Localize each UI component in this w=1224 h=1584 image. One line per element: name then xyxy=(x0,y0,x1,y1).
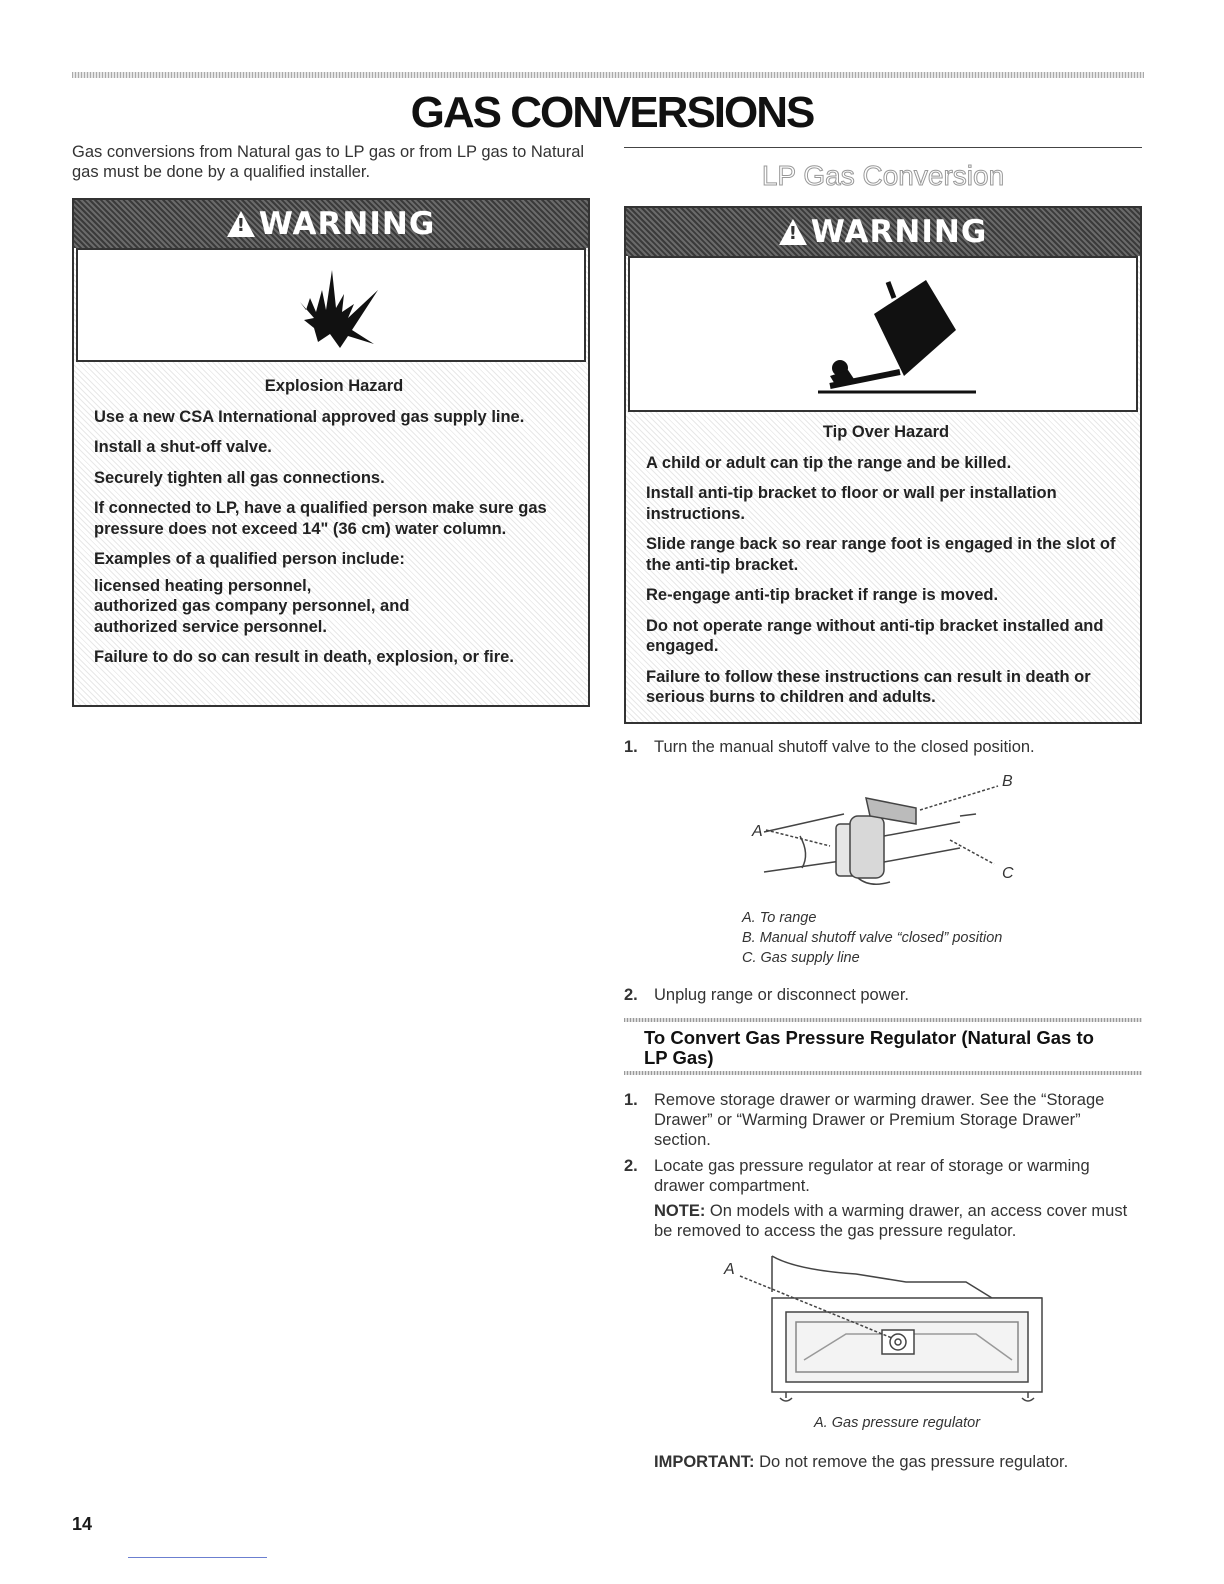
important-body: Do not remove the gas pressure regulator. xyxy=(754,1453,1069,1471)
hazard-title: Tip Over Hazard xyxy=(822,423,950,441)
subsection-title: To Convert Gas Pressure Regulator (Natural Gas to LP Gas) xyxy=(644,1027,1094,1068)
caption-line: C. Gas supply line xyxy=(742,950,860,966)
tip-over-image-panel xyxy=(628,256,1138,412)
warning-label: WARNING xyxy=(810,214,988,250)
dotted-rule xyxy=(624,1071,1142,1075)
page-number: 14 xyxy=(72,1514,93,1534)
page-title: GAS CONVERSIONS xyxy=(410,88,814,137)
step-number: 2. xyxy=(624,986,638,1004)
warning-line: Slide range back so rear range foot is engaged in the slot of the anti-tip bracket. xyxy=(646,535,1116,574)
step-text: Locate gas pressure regulator at rear of storage or warming drawer compartment. xyxy=(654,1157,1090,1195)
caption-line: A. To range xyxy=(742,910,817,926)
intro-text: Gas conversions from Natural gas to LP gas or from LP gas to Natural gas must be done by a qualified installer. xyxy=(72,143,585,181)
warning-triangle-icon xyxy=(779,219,807,245)
warning-line: Securely tighten all gas connections. xyxy=(94,468,385,487)
warning-line: Failure to do so can result in death, explosion, or fire. xyxy=(94,648,514,666)
explosion-warning-box xyxy=(72,198,590,707)
note-text xyxy=(654,1201,1142,1241)
tip-over-icon xyxy=(630,258,1136,410)
explosion-icon xyxy=(78,250,584,360)
step-text: Unplug range or disconnect power. xyxy=(654,986,909,1004)
warning-line: Install anti-tip bracket to floor or wall per installation instructions. xyxy=(646,484,1057,523)
explosion-image-panel xyxy=(76,248,586,362)
top-rule xyxy=(72,72,1144,78)
step-number: 1. xyxy=(624,1091,638,1109)
note-label: NOTE: xyxy=(654,1202,706,1220)
subsection-heading xyxy=(624,1018,1142,1074)
warning-line: A child or adult can tip the range and be killed. xyxy=(646,453,1012,472)
callout-label: B xyxy=(1002,773,1013,790)
step-item xyxy=(624,1090,1142,1154)
important-label: IMPORTANT: xyxy=(654,1453,755,1471)
warning-triangle-icon xyxy=(227,211,255,237)
valve-diagram xyxy=(740,764,1040,898)
warning-line: If connected to LP, have a qualified person make sure gas pressure does not exceed 14" (36 cm) water column. xyxy=(94,499,547,538)
warning-header xyxy=(74,200,588,248)
hazard-title: Explosion Hazard xyxy=(264,377,404,395)
footer-rule xyxy=(128,1557,267,1558)
note-body: On models with a warming drawer, an access cover must be removed to access the gas pressure regulator. xyxy=(654,1202,1128,1240)
warning-line: authorized gas company personnel, and xyxy=(94,597,410,615)
warning-line: Failure to follow these instructions can result in death or serious burns to children and adults. xyxy=(646,667,1091,706)
warning-line: licensed heating personnel, xyxy=(94,576,312,595)
callout-label: A xyxy=(752,823,763,840)
step-number: 1. xyxy=(624,738,638,756)
warning-label: WARNING xyxy=(258,206,436,242)
tip-over-warning-text xyxy=(646,422,1126,718)
tip-over-warning-box xyxy=(624,206,1142,724)
warning-line: Use a new CSA International approved gas supply line. xyxy=(94,407,525,426)
step-text: Remove storage drawer or warming drawer. See the “Storage Drawer” or “Warming Drawer or Premium Storage Drawer” section. xyxy=(654,1091,1105,1149)
step-text: Turn the manual shutoff valve to the closed position. xyxy=(654,738,1035,756)
warning-header xyxy=(626,208,1140,256)
dotted-rule xyxy=(624,1018,1142,1022)
warning-line: Do not operate range without anti-tip bracket installed and engaged. xyxy=(646,616,1104,655)
warning-line: Re-engage anti-tip bracket if range is moved. xyxy=(646,586,999,604)
warning-line: Install a shut-off valve. xyxy=(94,438,272,456)
regulator-caption: A. Gas pressure regulator xyxy=(814,1415,981,1431)
valve-captions xyxy=(742,908,1082,968)
warning-line: authorized service personnel. xyxy=(94,617,327,636)
section-rule xyxy=(624,147,1142,148)
lp-section-title: LP Gas Conversion xyxy=(761,160,1005,191)
explosion-warning-text xyxy=(94,376,574,678)
step-item xyxy=(624,1156,1142,1200)
callout-label: C xyxy=(1002,865,1014,882)
caption-line: B. Manual shutoff valve “closed” position xyxy=(742,930,1003,946)
step-number: 2. xyxy=(624,1157,638,1175)
warning-line: Examples of a qualified person include: xyxy=(94,550,405,568)
important-text xyxy=(654,1452,1142,1472)
regulator-diagram xyxy=(716,1252,1050,1408)
callout-label: A xyxy=(724,1261,735,1278)
